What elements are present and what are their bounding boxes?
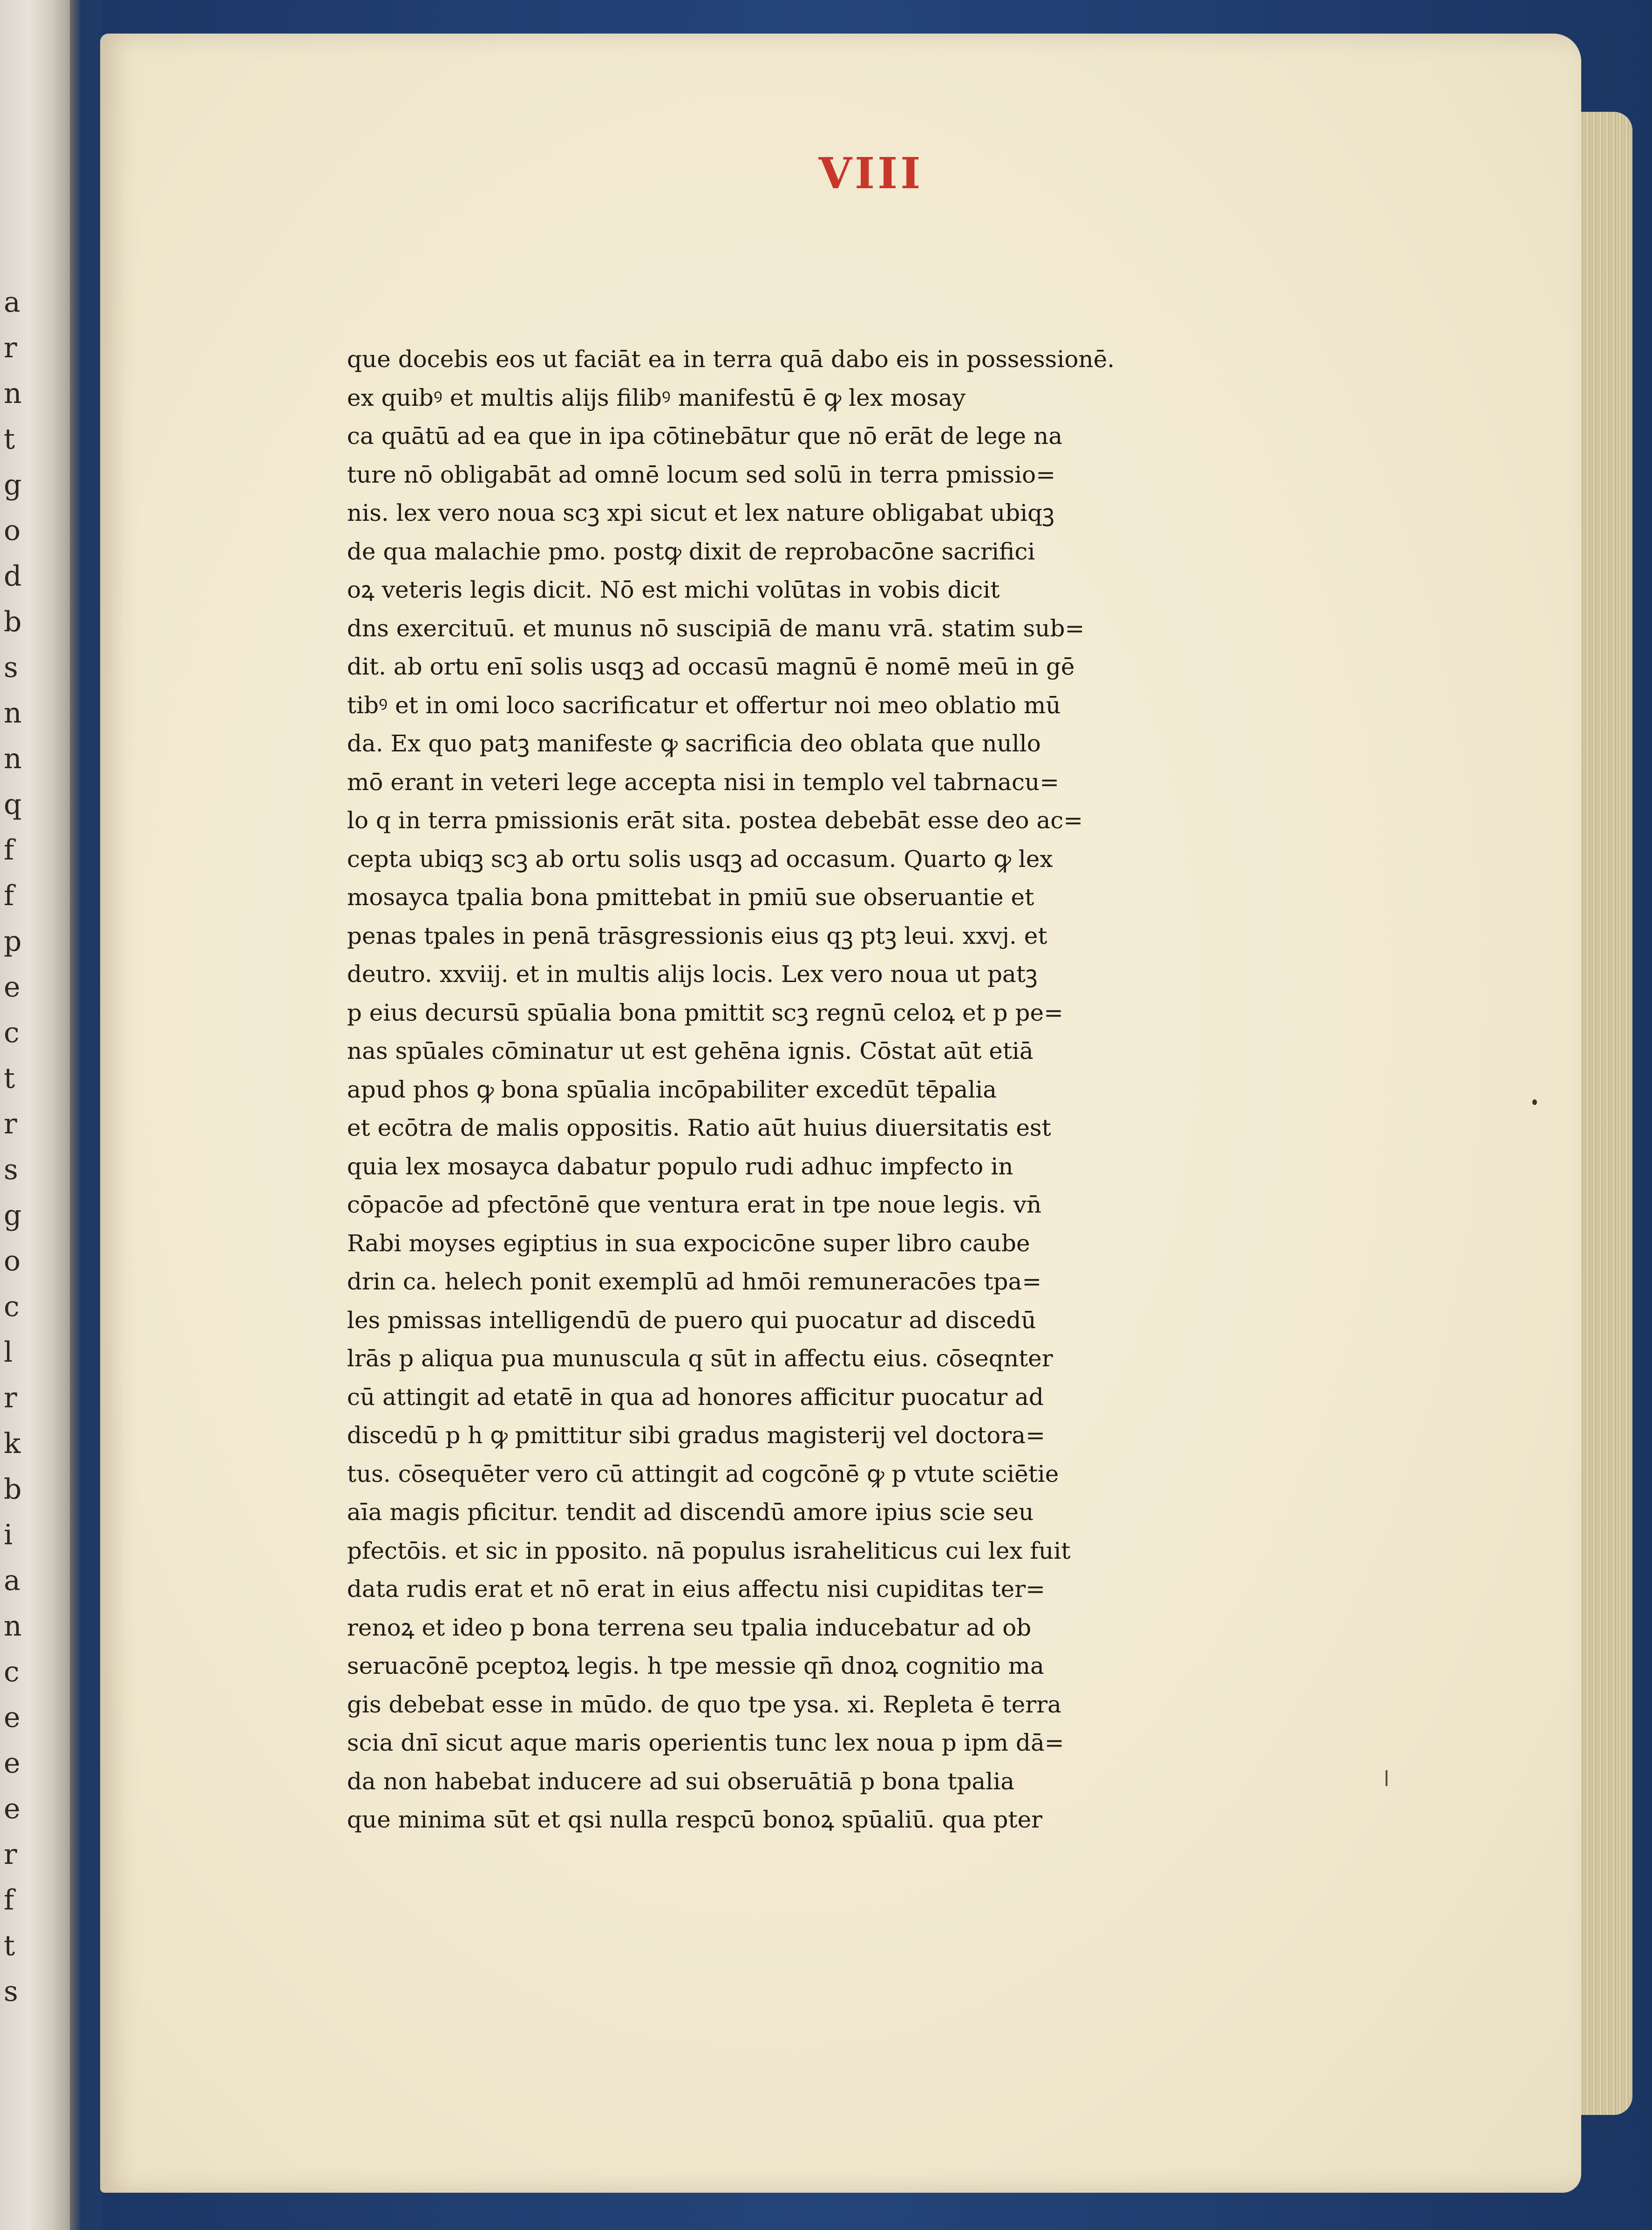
text-line: cōpacōe ad pfectōnē que ventura erat in tpe noue legis. vn̄ xyxy=(347,1191,1042,1218)
text-line: discedū p h ꝙ pmittitur sibi gradus magisterij vel doctora= xyxy=(347,1422,1045,1449)
text-line: data rudis erat et nō erat in eius affectu nisi cupiditas ter= xyxy=(347,1575,1046,1603)
text-line: da. Ex quo patꝫ manifeste ꝙ sacrificia deo oblata que nullo xyxy=(347,730,1041,757)
facing-page-fragment: r xyxy=(4,332,17,364)
facing-page-fragment: t xyxy=(4,423,15,456)
text-line: dns exercituū. et munus nō suscipiā de manu vrā. statim sub= xyxy=(347,614,1085,642)
text-line: que docebis eos ut faciāt ea in terra quā dabo eis in possessionē. xyxy=(347,346,1115,373)
text-line: mosayca tpalia bona pmittebat in pmiū sue obseruantie et xyxy=(347,884,1034,911)
facing-page-fragment: r xyxy=(4,1382,17,1414)
text-line: ex quibꝰ et multis alijs filibꝰ manifestū ē ꝙ lex mosay xyxy=(347,384,966,411)
facing-page-fragment: o xyxy=(4,514,21,547)
text-line: ture nō obligabāt ad omnē locum sed solū in terra pmissio= xyxy=(347,461,1056,488)
text-line: oꝝ veteris legis dicit. Nō est michi volūtas in vobis dicit xyxy=(347,576,1000,603)
facing-page-fragment: p xyxy=(4,925,22,958)
text-line: deutro. xxviij. et in multis alijs locis. Lex vero noua ut patꝫ xyxy=(347,961,1038,988)
margin-ink-tick xyxy=(1386,1770,1387,1786)
facing-page-fragment: t xyxy=(4,1062,15,1095)
facing-page-fragment: e xyxy=(4,1701,20,1734)
text-line: lrās p aliqua pua munuscula q sūt in affectu eius. cōseqnter xyxy=(347,1345,1053,1372)
facing-page-edge xyxy=(0,0,70,2230)
facing-page-fragment: f xyxy=(4,880,14,912)
facing-page-fragment: a xyxy=(4,1564,20,1597)
text-line: mō erant in veteri lege accepta nisi in templo vel tabrnacu= xyxy=(347,768,1060,796)
facing-page-fragment: c xyxy=(4,1656,20,1688)
text-line: Rabi moyses egiptius in sua expocicōne super libro caube xyxy=(347,1229,1030,1257)
text-line: que minima sūt et qsi nulla respcū bonoꝝ spūaliū. qua pter xyxy=(347,1806,1043,1833)
margin-ink-dot xyxy=(1532,1099,1537,1105)
text-line: da non habebat inducere ad sui obseruātiā p bona tpalia xyxy=(347,1767,1015,1795)
text-line: aīa magis pficitur. tendit ad discendū amore ipius scie seu xyxy=(347,1499,1034,1526)
text-line: et ecōtra de malis oppositis. Ratio aūt huius diuersitatis est xyxy=(347,1114,1051,1141)
page-stack-edge xyxy=(1577,112,1632,2115)
facing-page-fragment: t xyxy=(4,1930,15,1962)
facing-page-fragment: d xyxy=(4,560,22,593)
text-line: pfectōis. et sic in pposito. nā populus israheliticus cui lex fuit xyxy=(347,1537,1071,1564)
text-line: p eius decursū spūalia bona pmittit scꝫ regnū celoꝝ et p pe= xyxy=(347,999,1063,1026)
facing-page-fragment: e xyxy=(4,1793,20,1825)
facing-page-fragment: g xyxy=(4,1199,22,1232)
text-line: nis. lex vero noua scꝫ xpi sicut et lex nature obligabat ubiqꝫ xyxy=(347,499,1054,526)
text-line: gis debebat esse in mūdo. de quo tpe ysa. xi. Repleta ē terra xyxy=(347,1691,1061,1718)
facing-page-fragment: s xyxy=(4,1153,18,1186)
text-line: les pmissas intelligendū de puero qui puocatur ad discedū xyxy=(347,1306,1036,1334)
text-line: seruacōnē pceptoꝝ legis. h tpe messie qn̄ dnoꝝ cognitio ma xyxy=(347,1652,1044,1679)
facing-page-fragments xyxy=(4,280,55,2008)
facing-page-fragment: b xyxy=(4,1473,22,1506)
text-line: penas tpales in penā trāsgressionis eius qꝫ ptꝫ leui. xxvj. et xyxy=(347,922,1047,949)
facing-page-fragment: g xyxy=(4,469,22,501)
folio-number: VIII xyxy=(818,148,924,198)
text-line: tibꝰ et in omi loco sacrificatur et offertur noi meo oblatio mū xyxy=(347,691,1061,719)
facing-page-fragment: c xyxy=(4,1290,20,1323)
facing-page-fragment: r xyxy=(4,1108,17,1140)
facing-page-fragment: q xyxy=(4,788,22,821)
facing-page-fragment: s xyxy=(4,651,18,684)
facing-page-fragment: n xyxy=(4,697,22,730)
facing-page-fragment: n xyxy=(4,1610,22,1643)
facing-page-fragment: k xyxy=(4,1427,21,1460)
facing-page-fragment: l xyxy=(4,1336,13,1369)
text-line: lo q in terra pmissionis erāt sita. postea debebāt esse deo ac= xyxy=(347,807,1083,834)
facing-page-fragment: o xyxy=(4,1245,21,1277)
text-line: dit. ab ortu enī solis usqꝫ ad occasū magnū ē nomē meū in gē xyxy=(347,653,1075,680)
text-line: drin ca. helech ponit exemplū ad hmōi remuneracōes tpa= xyxy=(347,1268,1042,1295)
facing-page-fragment: e xyxy=(4,971,20,1003)
text-line: apud phos ꝙ bona spūalia incōpabiliter excedūt tēpalia xyxy=(347,1076,997,1103)
facing-page-fragment: a xyxy=(4,286,20,319)
book-gutter xyxy=(70,0,102,2230)
text-line: de qua malachie pmo. postꝙ dixit de reprobacōne sacrifici xyxy=(347,538,1035,565)
facing-page-fragment: c xyxy=(4,1016,20,1049)
text-line: cepta ubiqꝫ scꝫ ab ortu solis usqꝫ ad occasum. Quarto ꝙ lex xyxy=(347,845,1053,873)
text-line: scia dnī sicut aque maris operientis tunc lex noua p ipm dā= xyxy=(347,1729,1064,1756)
facing-page-fragment: r xyxy=(4,1838,17,1871)
facing-page-fragment: e xyxy=(4,1747,20,1780)
text-line: quia lex mosayca dabatur populo rudi adhuc impfecto in xyxy=(347,1153,1013,1180)
text-line: tus. cōsequēter vero cū attingit ad cogcōnē ꝙ p vtute sciētie xyxy=(347,1460,1059,1487)
facing-page-fragment: f xyxy=(4,834,14,866)
text-block xyxy=(347,340,1223,1839)
facing-page-fragment: f xyxy=(4,1884,14,1916)
text-line: ca quātū ad ea que in ipa cōtinebātur que nō erāt de lege na xyxy=(347,423,1063,450)
text-line: nas spūales cōminatur ut est gehēna ignis. Cōstat aūt etiā xyxy=(347,1037,1033,1064)
facing-page-fragment: s xyxy=(4,1975,18,2008)
facing-page-fragment: n xyxy=(4,377,22,410)
facing-page-fragment: b xyxy=(4,606,22,638)
text-line: renoꝝ et ideo p bona terrena seu tpalia inducebatur ad ob xyxy=(347,1614,1032,1641)
facing-page-fragment: n xyxy=(4,743,22,775)
facing-page-fragment: i xyxy=(4,1519,13,1551)
text-line: cū attingit ad etatē in qua ad honores afficitur puocatur ad xyxy=(347,1383,1044,1411)
